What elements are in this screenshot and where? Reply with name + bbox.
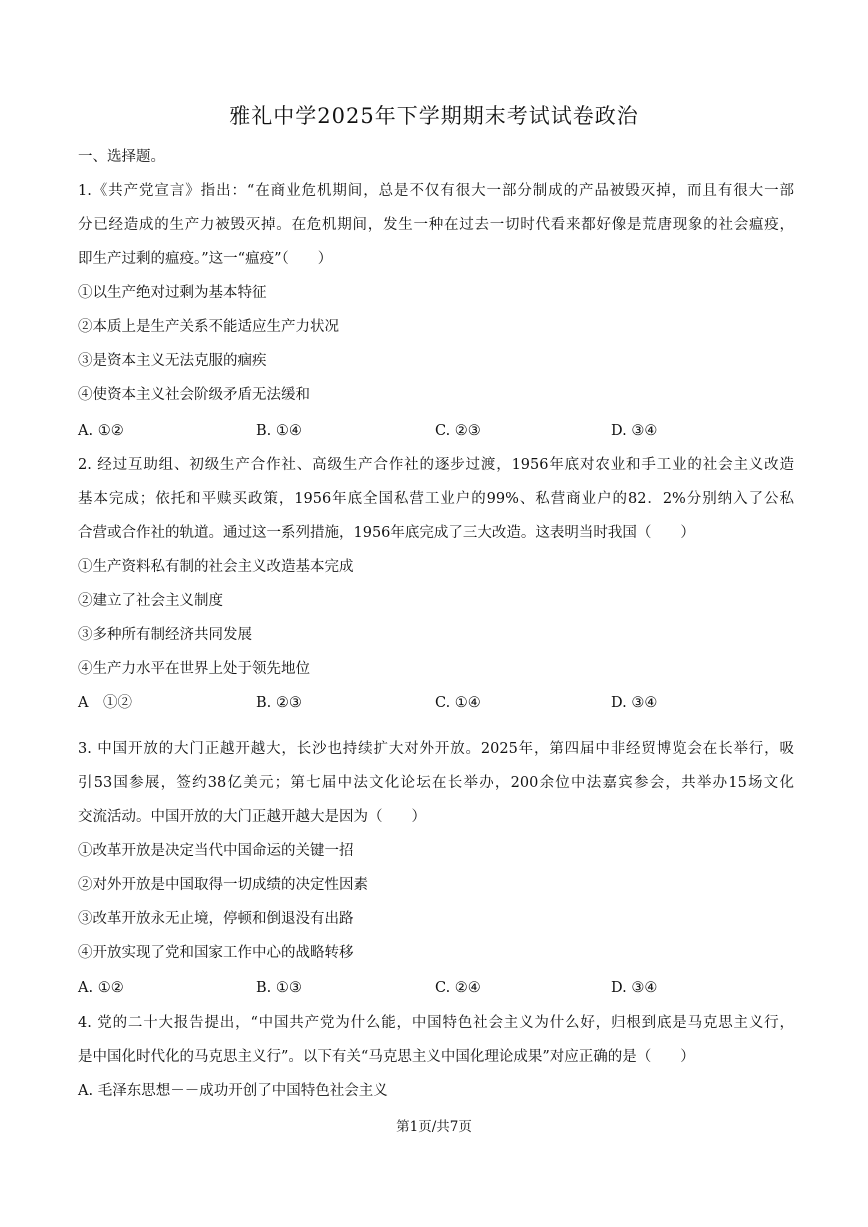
question-2-item-4: ④生产力水平在世界上处于领先地位: [78, 661, 310, 677]
option-b[interactable]: B. ①③: [256, 980, 302, 996]
question-1-item-1: ①以生产绝对过剩为基本特征: [78, 285, 267, 301]
question-4-line-1: 4. 党的二十大报告提出，“中国共产党为什么能，中国特色社会主义为什么好，归根到底是马克思主义行，: [78, 1015, 794, 1031]
question-2-options: [78, 690, 794, 716]
question-1-item-3: ③是资本主义无法克服的痼疾: [78, 353, 267, 369]
question-2-line-3: 合营或合作社的轨道。通过这一系列措施，1956年底完成了三大改造。这表明当时我国（ ）: [78, 525, 695, 541]
page-footer: 第1页/共7页: [396, 1119, 472, 1135]
question-2-item-3: ③多种所有制经济共同发展: [78, 627, 252, 643]
option-a[interactable]: A ①②: [78, 695, 132, 711]
question-2-item-1: ①生产资料私有制的社会主义改造基本完成: [78, 559, 354, 575]
question-3-item-1: ①改革开放是决定当代中国命运的关键一招: [78, 843, 354, 859]
question-3-line-2: 引53国参展，签约38亿美元；第七届中法文化论坛在长举办，200余位中法嘉宾参会，共举办15场文化: [78, 775, 794, 791]
option-c[interactable]: C. ②④: [435, 980, 481, 996]
question-3-options: [78, 975, 794, 1001]
option-c[interactable]: C. ②③: [435, 423, 481, 439]
question-3-item-3: ③改革开放永无止境，停顿和倒退没有出路: [78, 911, 354, 927]
question-1-item-4: ④使资本主义社会阶级矛盾无法缓和: [78, 387, 310, 403]
question-2-item-2: ②建立了社会主义制度: [78, 593, 223, 609]
question-3-line-1: 3. 中国开放的大门正越开越大，长沙也持续扩大对外开放。2025年，第四届中非经贸博览会在长举行，吸: [78, 741, 794, 757]
question-4-line-2: 是中国化时代化的马克思主义行”。以下有关“马克思主义中国化理论成果”对应正确的是（ ）: [78, 1049, 695, 1065]
question-2-line-1: 2. 经过互助组、初级生产合作社、高级生产合作社的逐步过渡，1956年底对农业和手工业的社会主义改造: [78, 457, 794, 473]
option-a[interactable]: A. ①②: [78, 423, 124, 439]
question-1-line-3: 即生产过剩的瘟疫。”这一“瘟疫”（ ）: [78, 251, 333, 267]
option-b[interactable]: B. ①④: [256, 423, 302, 439]
option-c[interactable]: C. ①④: [435, 695, 481, 711]
question-3-line-3: 交流活动。中国开放的大门正越开越大是因为（ ）: [78, 809, 426, 825]
question-3-item-4: ④开放实现了党和国家工作中心的战略转移: [78, 945, 354, 961]
option-d[interactable]: D. ③④: [611, 695, 658, 711]
question-2-line-2: 基本完成；依托和平赎买政策，1956年底全国私营工业户的99%、私营商业户的82．2%分别纳入了公私: [78, 491, 794, 507]
section-heading: 一、选择题。: [78, 149, 165, 165]
option-d[interactable]: D. ③④: [611, 423, 658, 439]
option-b[interactable]: B. ②③: [256, 695, 302, 711]
page-title: 雅礼中学2025年下学期期末考试试卷政治: [229, 104, 639, 128]
question-3-item-2: ②对外开放是中国取得一切成绩的决定性因素: [78, 877, 368, 893]
question-4-option-a[interactable]: A. 毛泽东思想－－成功开创了中国特色社会主义: [78, 1083, 388, 1099]
option-a[interactable]: A. ①②: [78, 980, 124, 996]
question-1-options: [78, 418, 794, 444]
question-1-line-2: 分已经造成的生产力被毁灭掉。在危机期间，发生一种在过去一切时代看来都好像是荒唐现象的社会瘟疫，: [78, 217, 794, 233]
question-1-item-2: ②本质上是生产关系不能适应生产力状况: [78, 319, 339, 335]
question-1-line-1: 1.《共产党宣言》指出：“在商业危机期间，总是不仅有很大一部分制成的产品被毁灭掉，而且有很大一部: [78, 183, 794, 199]
option-d[interactable]: D. ③④: [611, 980, 658, 996]
